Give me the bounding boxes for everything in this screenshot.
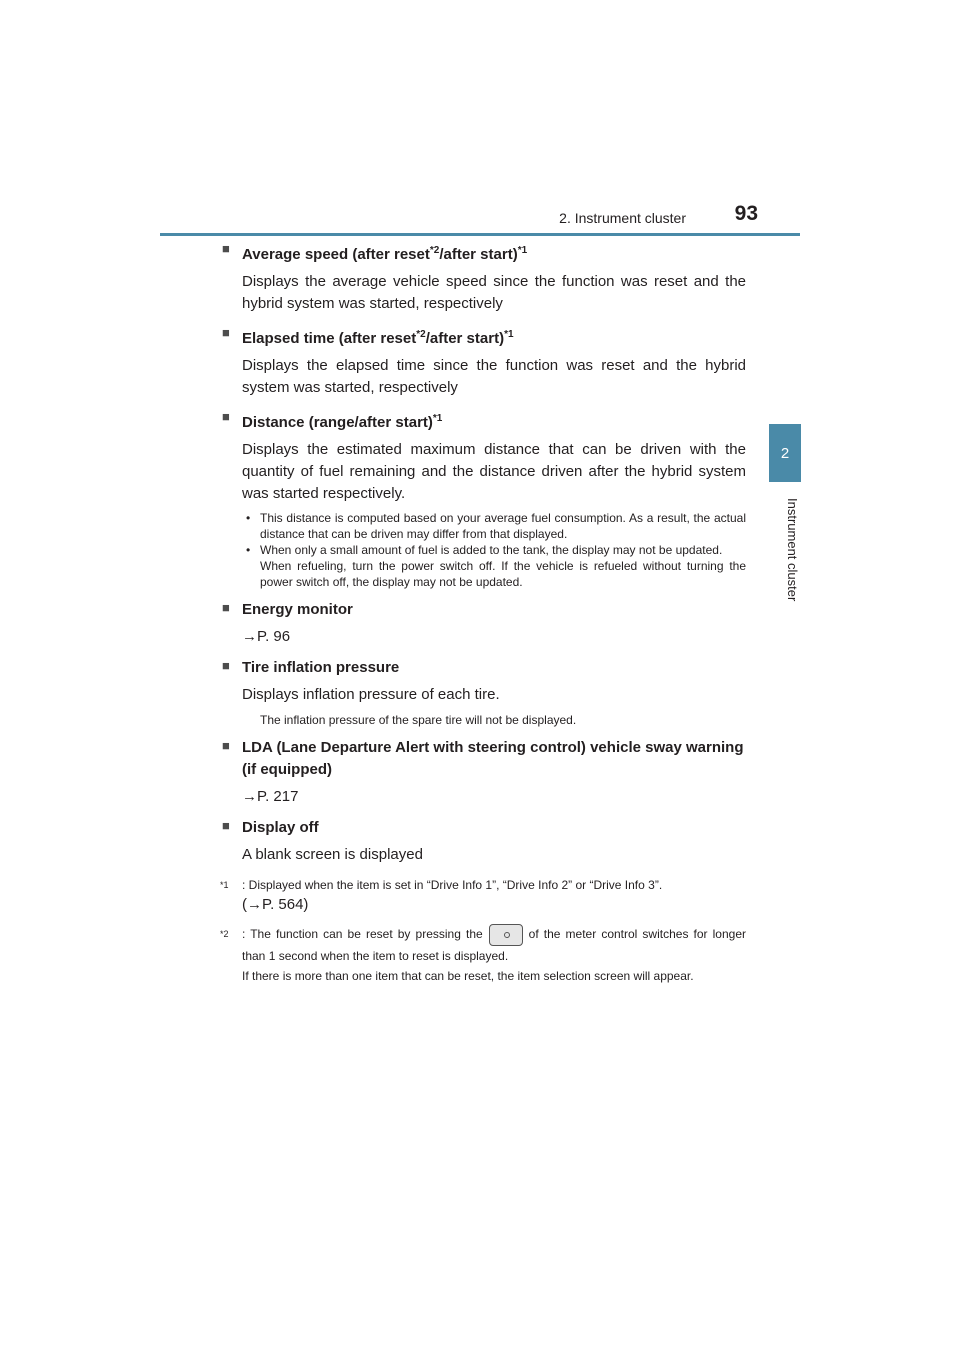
item-heading: Average speed (after reset$^{*2}$/after start)$^{*1}$ — [242, 245, 528, 263]
footnote-reference: (→P. 564) — [242, 896, 309, 913]
meter-switch-icon — [489, 924, 523, 946]
footnote-text: : Displayed when the item is set in “Drive Info 1”, “Drive Info 2” or “Drive Info 3”. — [242, 878, 663, 892]
item-description: Displays the elapsed time since the function was reset and the hybrid system was started, respectively — [242, 357, 746, 396]
item-heading: Display off — [242, 819, 319, 836]
item-note: The inflation pressure of the spare tire will not be displayed. — [260, 713, 577, 727]
page-reference: →P. 96 — [242, 628, 291, 645]
item-energy-monitor — [222, 599, 746, 648]
footnote-1 — [222, 875, 746, 915]
header-rule — [160, 233, 800, 236]
item-heading: Distance (range/after start)$^{*1}$ — [242, 413, 443, 431]
note-item: • This distance is computed based on your average fuel consumption. As a result, the actual distance that can be driven may differ from that displayed. — [246, 511, 746, 541]
footnote-text: : The function can be reset by pressing the of the meter control switches for longer than 1 second when the item to reset is displayed. — [242, 924, 746, 966]
item-lda-sway-warning — [222, 737, 746, 808]
square-bullet-icon: ■ — [222, 600, 230, 615]
item-heading: Tire inflation pressure — [242, 659, 400, 676]
item-description: Displays the average vehicle speed since the function was reset and the hybrid system was started, respectively — [242, 273, 746, 312]
main-content — [222, 240, 746, 986]
page-reference: →P. 217 — [242, 788, 299, 805]
footnote-2 — [222, 924, 746, 986]
footnote-text-extra: If there is more than one item that can be reset, the item selection screen will appear. — [242, 969, 694, 983]
item-description: Displays inflation pressure of each tire. — [242, 686, 500, 703]
page-header — [160, 204, 800, 234]
square-bullet-icon: ■ — [222, 325, 230, 340]
item-description: Displays the estimated maximum distance that can be driven with the quantity of fuel remaining and the distance driven after the hybrid system was started respectively. — [242, 441, 746, 502]
page-number: 93 — [734, 202, 758, 225]
square-bullet-icon: ■ — [222, 409, 230, 424]
square-bullet-icon: ■ — [222, 738, 230, 753]
square-bullet-icon: ■ — [222, 658, 230, 673]
item-display-off — [222, 817, 746, 866]
footnote-mark: *1 — [220, 880, 229, 890]
item-elapsed-time — [222, 324, 746, 399]
item-average-speed — [222, 240, 746, 315]
chapter-tab-label: Instrument cluster — [785, 498, 800, 602]
item-heading: Elapsed time (after reset$^{*2}$/after start)$^{*1}$ — [242, 329, 514, 347]
chapter-tab-number: 2 — [769, 424, 801, 482]
item-distance — [222, 408, 746, 590]
note-item: • When only a small amount of fuel is added to the tank, the display may not be updated. When refueling, turn the power switch off. If the vehicle is refueled without turning the power switch off, the display may not be updated. — [246, 543, 746, 589]
section-title: 2. Instrument cluster — [559, 210, 686, 226]
item-tire-pressure — [222, 657, 746, 728]
note-list — [242, 510, 746, 590]
item-heading: LDA (Lane Departure Alert with steering control) vehicle sway warning (if equipped) — [242, 739, 744, 778]
footnote-mark: *2 — [220, 929, 229, 939]
square-bullet-icon: ■ — [222, 818, 230, 833]
item-description: A blank screen is displayed — [242, 846, 423, 863]
square-bullet-icon: ■ — [222, 241, 230, 256]
item-heading: Energy monitor — [242, 601, 353, 618]
